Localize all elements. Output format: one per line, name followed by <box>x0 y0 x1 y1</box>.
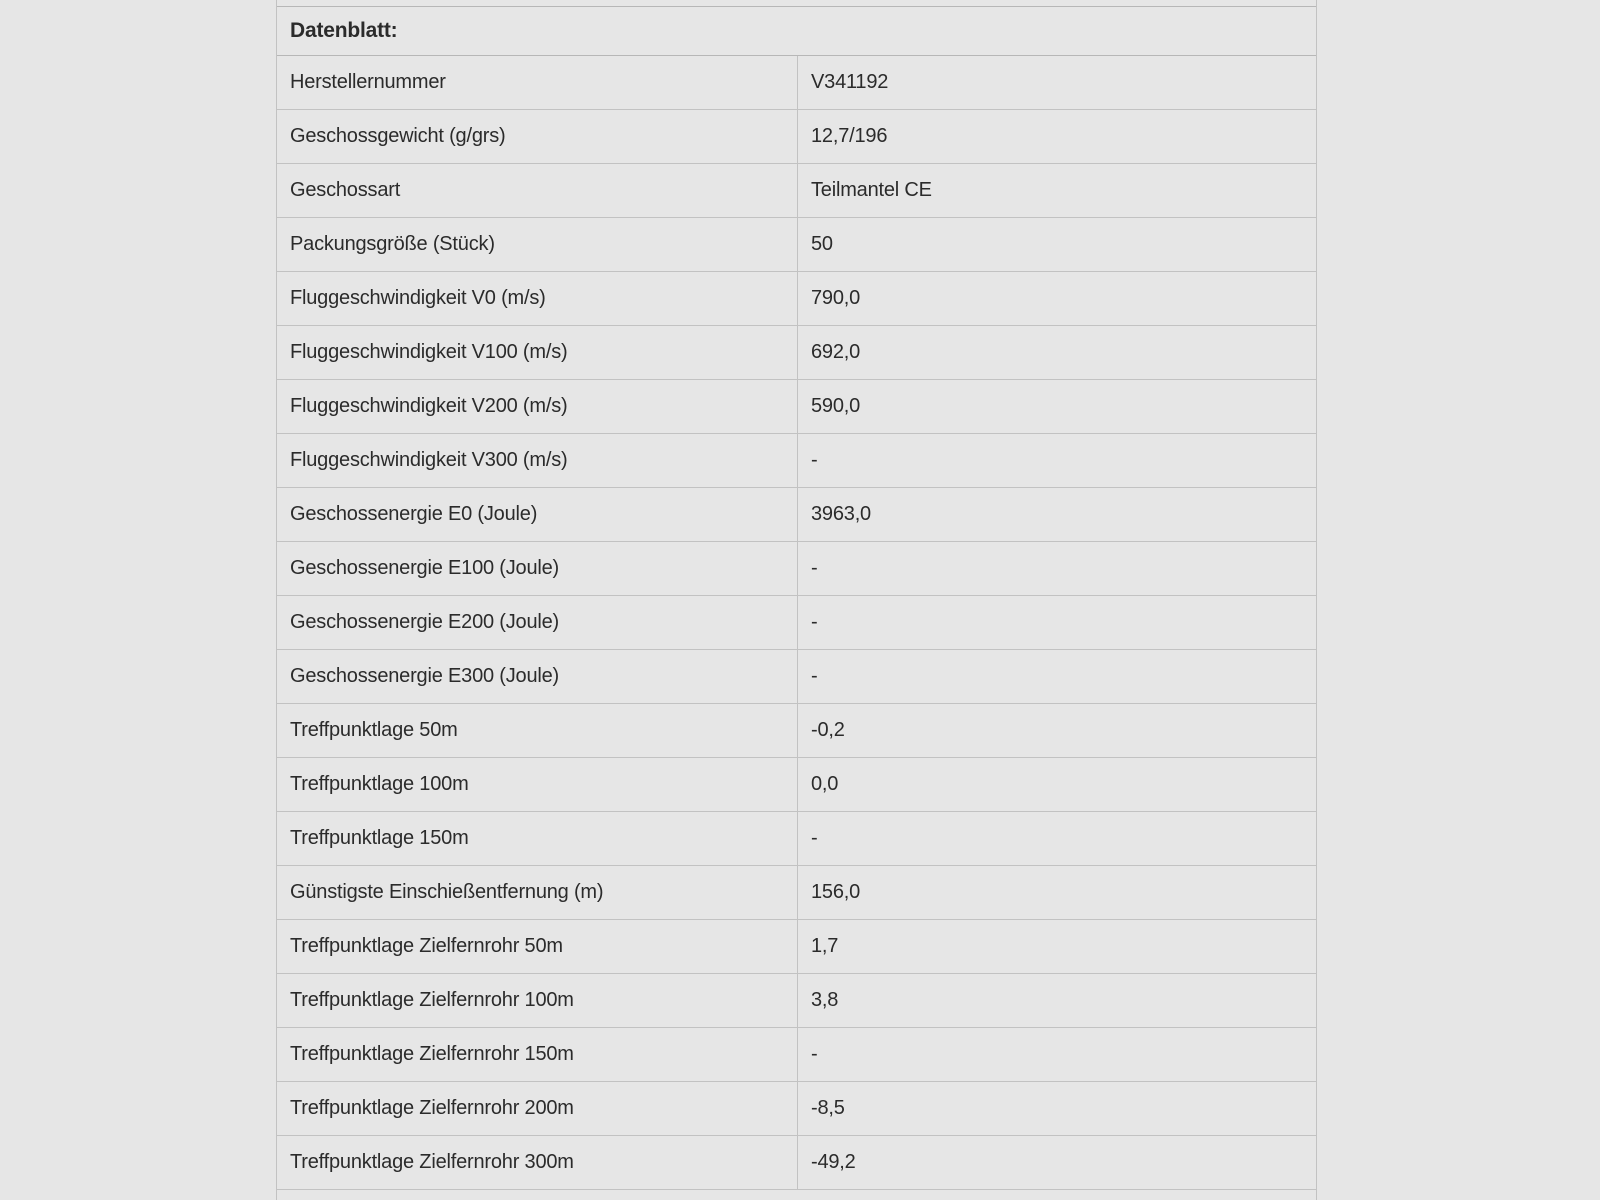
row-label: Fluggeschwindigkeit V300 (m/s) <box>277 434 798 487</box>
table-row <box>277 110 1316 164</box>
row-label: Treffpunktlage Zielfernrohr 200m <box>277 1082 798 1135</box>
row-label: Geschossenergie E0 (Joule) <box>277 488 798 541</box>
row-value: 12,7/196 <box>811 125 888 147</box>
row-label: Treffpunktlage Zielfernrohr 300m <box>277 1136 798 1189</box>
table-row <box>277 974 1316 1028</box>
row-value: 790,0 <box>811 287 861 309</box>
row-label: Packungsgröße (Stück) <box>277 218 798 271</box>
table-row <box>277 920 1316 974</box>
table-top-sliver <box>277 0 1316 7</box>
table-row <box>277 380 1316 434</box>
table-row <box>277 1028 1316 1082</box>
row-label: Treffpunktlage 50m <box>277 704 798 757</box>
table-row <box>277 164 1316 218</box>
row-label: Fluggeschwindigkeit V200 (m/s) <box>277 380 798 433</box>
table-row <box>277 434 1316 488</box>
row-value: Teilmantel CE <box>811 179 932 201</box>
table-row <box>277 650 1316 704</box>
row-label: Fluggeschwindigkeit V100 (m/s) <box>277 326 798 379</box>
table-row <box>277 326 1316 380</box>
table-row <box>277 218 1316 272</box>
row-value: 692,0 <box>811 341 861 363</box>
row-value: 0,0 <box>811 773 839 795</box>
row-label: Treffpunktlage 150m <box>277 812 798 865</box>
row-label: Geschossart <box>277 164 798 217</box>
datasheet-header-row <box>277 7 1316 56</box>
row-label: Geschossgewicht (g/grs) <box>277 110 798 163</box>
row-label: Geschossenergie E200 (Joule) <box>277 596 798 649</box>
row-label: Geschossenergie E300 (Joule) <box>277 650 798 703</box>
row-label: Treffpunktlage Zielfernrohr 150m <box>277 1028 798 1081</box>
datasheet-rows <box>277 56 1316 1190</box>
row-value: 590,0 <box>811 395 861 417</box>
row-value: - <box>811 1043 818 1065</box>
row-value: -49,2 <box>811 1151 856 1173</box>
row-value: 3,8 <box>811 989 839 1011</box>
row-value: V341192 <box>811 71 889 93</box>
row-label: Geschossenergie E100 (Joule) <box>277 542 798 595</box>
row-label: Treffpunktlage Zielfernrohr 50m <box>277 920 798 973</box>
table-row <box>277 488 1316 542</box>
row-value: - <box>811 827 818 849</box>
table-row <box>277 812 1316 866</box>
row-label: Günstigste Einschießentfernung (m) <box>277 866 798 919</box>
row-value: - <box>811 557 818 579</box>
row-value: 50 <box>811 233 833 255</box>
table-row <box>277 596 1316 650</box>
table-row <box>277 56 1316 110</box>
row-value: 1,7 <box>811 935 839 957</box>
datasheet-title: Datenblatt: <box>290 19 398 42</box>
table-row <box>277 1136 1316 1190</box>
table-row <box>277 704 1316 758</box>
row-value: -8,5 <box>811 1097 845 1119</box>
datasheet-table <box>276 0 1317 1200</box>
row-label: Herstellernummer <box>277 56 798 109</box>
table-row <box>277 542 1316 596</box>
table-row <box>277 758 1316 812</box>
row-value: - <box>811 665 818 687</box>
row-value: - <box>811 611 818 633</box>
table-row <box>277 1082 1316 1136</box>
row-label: Treffpunktlage 100m <box>277 758 798 811</box>
row-label: Fluggeschwindigkeit V0 (m/s) <box>277 272 798 325</box>
row-value: -0,2 <box>811 719 845 741</box>
row-label: Treffpunktlage Zielfernrohr 100m <box>277 974 798 1027</box>
row-value: - <box>811 449 818 471</box>
table-row <box>277 272 1316 326</box>
row-value: 3963,0 <box>811 503 871 525</box>
row-value: 156,0 <box>811 881 861 903</box>
table-row <box>277 866 1316 920</box>
